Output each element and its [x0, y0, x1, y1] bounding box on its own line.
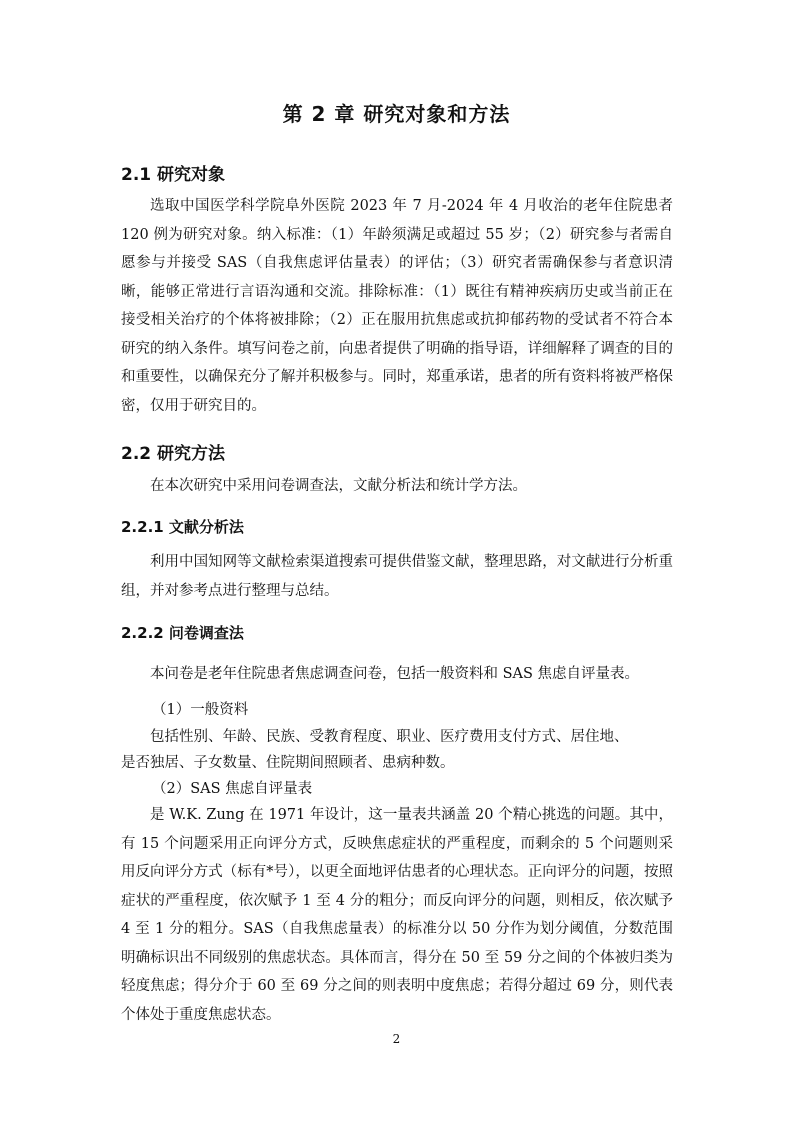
item-sas-paragraph: 是 W.K. Zung 在 1971 年设计，这一量表共涵盖 20 个精心挑选的问题。其中，有 15 个问题采用正向评分方式，反映焦虑症状的严重程度，而剩余的 5 个问题则采用反向评分方式（标有*号），以更全面地评估患者的心理状态。正向评分的问题，按照症状的严重程度，依次赋予 1 至 4 分的粗分；而反向评分的问题，则相反，依次赋予 4 至 1 分的粗分。SAS（自我焦虑量表）的标准分以 50 分作为划分阈值，分数范围明确标识出不同级别的焦虑状态。具体而言，得分在 50 至 59 分之间的个体被归类为轻度焦虑；得分介于 60 至 69 分之间的则表明中度焦虑；若得分超过 69 分，则代表个体处于重度焦虑状态。	[121, 807, 673, 1023]
section-2-2-2-heading: 2.2.2 问卷调查法	[121, 624, 244, 642]
section-2-2-1-paragraph: 利用中国知网等文献检索渠道搜索可提供借鉴文献，整理思路，对文献进行分析重组，并对参考点进行整理与总结。	[121, 554, 673, 599]
section-2-2-1-heading: 2.2.1 文献分析法	[121, 518, 244, 536]
chapter-title: 第 2 章 研究对象和方法	[282, 102, 511, 126]
section-2-2-paragraph: 在本次研究中采用问卷调查法，文献分析法和统计学方法。	[150, 478, 527, 494]
section-2-2-heading: 2.2 研究方法	[121, 444, 226, 464]
page-number: 2	[392, 1032, 401, 1046]
item-sas-label: （2）SAS 焦虑自评量表	[152, 781, 313, 797]
section-2-1-heading: 2.1 研究对象	[121, 165, 226, 185]
item-general-info-line-2: 是否独居、子女数量、住院期间照顾者、患病种数。	[121, 755, 455, 771]
section-2-2-2-intro: 本问卷是老年住院患者焦虑调查问卷，包括一般资料和 SAS 焦虑自评量表。	[150, 666, 640, 682]
item-general-info-label: （1）一般资料	[152, 702, 249, 718]
section-2-1-paragraph: 选取中国医学科学院阜外医院 2023 年 7 月-2024 年 4 月收治的老年住院患者 120 例为研究对象。纳入标准：（1）年龄须满足或超过 55 岁；（2）研究参与者需自愿参与并接受 SAS（自我焦虑评估量表）的评估；（3）研究者需确保参与者意识清晰，能够正常进行言语沟通和交流。排除标准：（1）既往有精神疾病历史或当前正在接受相关治疗的个体将被排除；（2）正在服用抗焦虑或抗抑郁药物的受试者不符合本研究的纳入条件。填写问卷之前，向患者提供了明确的指导语，详细解释了调查的目的和重要性，以确保充分了解并积极参与。同时，郑重承诺，患者的所有资料将被严格保密，仅用于研究目的。	[121, 198, 673, 414]
item-general-info-line-1: 包括性别、年龄、民族、受教育程度、职业、医疗费用支付方式、居住地、	[150, 729, 629, 745]
